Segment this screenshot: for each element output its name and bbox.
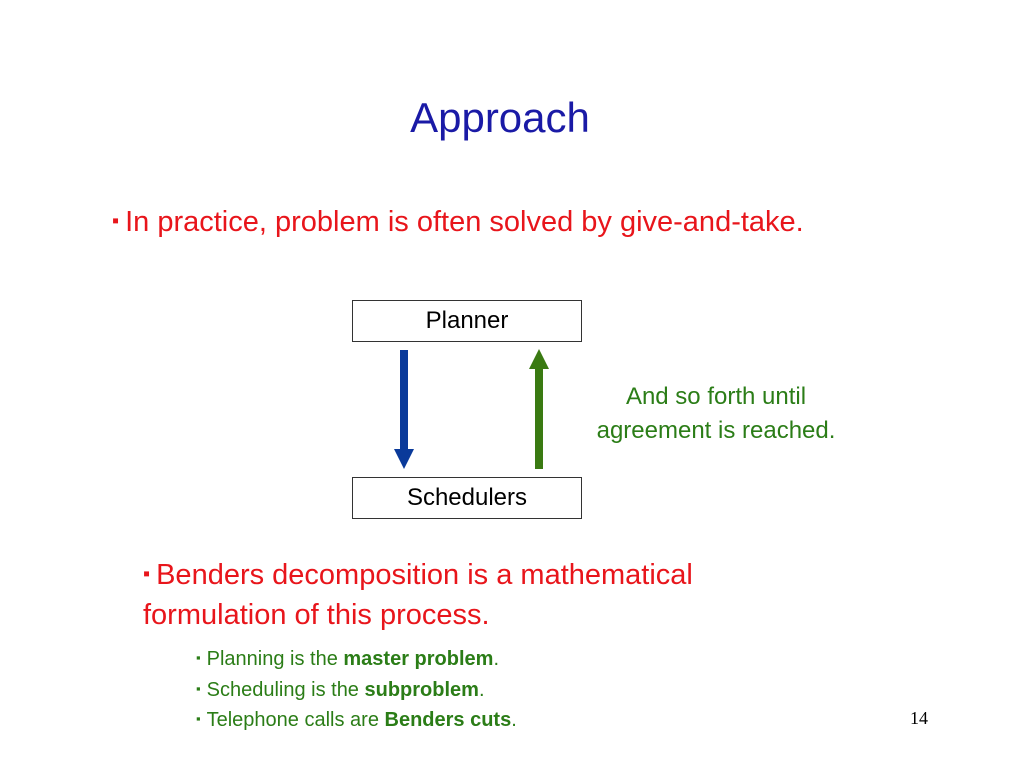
feedback-arrows (380, 345, 560, 475)
square-bullet-icon: ▪ (196, 650, 201, 665)
schedulers-box: Schedulers (352, 477, 582, 519)
sub-bullet-telephone (196, 706, 517, 733)
down-arrow-icon (394, 350, 414, 469)
sub-bullet-prefix: Scheduling is the (206, 679, 365, 701)
square-bullet-icon: ▪ (196, 681, 201, 696)
sub-bullet-scheduling (196, 676, 485, 703)
page-number: 14 (910, 708, 928, 728)
square-bullet-icon: ▪ (143, 563, 151, 585)
sub-bullet-prefix: Telephone calls are (206, 709, 385, 731)
sub-bullet-planning (196, 645, 499, 672)
square-bullet-icon: ▪ (112, 210, 120, 232)
bullet-benders (143, 554, 843, 635)
sub-bullet-bold: subproblem (364, 679, 479, 701)
sub-bullet-suffix: . (493, 648, 499, 670)
bullet-text: Benders decomposition is a mathematical formulation of this process. (143, 559, 693, 631)
up-arrow-icon (529, 349, 549, 469)
sub-bullet-suffix: . (511, 709, 517, 731)
slide-title: Approach (410, 94, 590, 141)
sub-bullet-suffix: . (478, 679, 485, 701)
bullet-give-and-take (112, 200, 882, 243)
square-bullet-icon: ▪ (196, 711, 201, 726)
sub-bullet-bold: master problem (343, 648, 494, 670)
sub-bullet-prefix: Planning is the (206, 648, 344, 670)
bullet-text: In practice, problem is often solved by give-and-take. (125, 206, 804, 238)
note-line-1: And so forth until (625, 383, 807, 410)
note-line-2: agreement is reached. (596, 417, 836, 444)
sub-bullet-bold: Benders cuts (384, 709, 512, 731)
diagram-note (566, 380, 866, 448)
planner-box: Planner (352, 300, 582, 342)
